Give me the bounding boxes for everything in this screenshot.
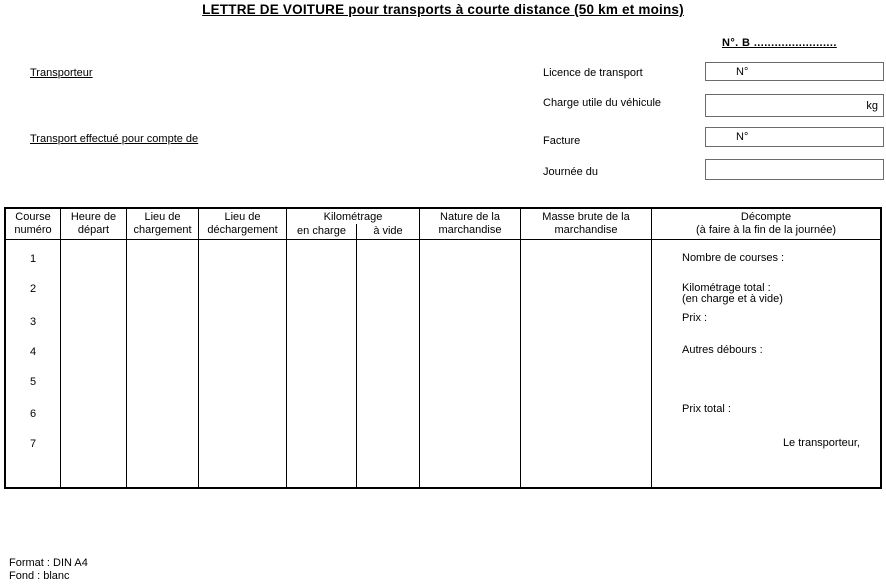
col-header-kilometrage (287, 209, 420, 239)
footnote-fond: Fond : blanc (9, 570, 70, 582)
col-header-lieu-chargement: Lieu de chargement (127, 209, 199, 239)
col-header-en-charge: en charge (287, 224, 357, 239)
facture-input-value: N° (736, 131, 749, 143)
course-number-4: 4 (29, 346, 37, 358)
licence-label: Licence de transport (543, 67, 643, 79)
col-header-lieu-dechargement: Lieu de déchargement (199, 209, 287, 239)
cell-lieu-dechargement[interactable] (199, 240, 287, 487)
col-header-heure-depart: Heure de départ (61, 209, 127, 239)
course-number-7: 7 (29, 438, 37, 450)
decompte-prix: Prix : (682, 312, 708, 324)
course-number-1: 1 (29, 253, 37, 265)
course-number-column[interactable] (6, 240, 61, 487)
col-header-masse-brute: Masse brute de la marchandise (521, 209, 652, 239)
kg-unit-label: kg (866, 99, 878, 112)
decompte-kilometrage-note: (en charge et à vide) (682, 293, 783, 305)
compte-de-label: Transport effectué pour compte de (30, 133, 199, 145)
cell-nature-marchandise[interactable] (420, 240, 521, 487)
charge-utile-input[interactable] (705, 94, 884, 117)
col-header-a-vide: à vide (373, 225, 403, 237)
cell-km-a-vide[interactable] (357, 240, 419, 487)
course-number-6: 6 (29, 408, 37, 420)
cell-kilometrage (287, 240, 420, 487)
numero-b-label: N°. B ........................ (722, 37, 837, 49)
cell-masse-brute[interactable] (521, 240, 652, 487)
cell-decompte[interactable] (652, 240, 880, 487)
table-body-row (6, 240, 880, 487)
course-number-2: 2 (29, 283, 37, 295)
table-header-row (6, 209, 880, 240)
decompte-nombre-courses: Nombre de courses : (682, 252, 785, 264)
page-title: LETTRE DE VOITURE pour transports à courte distance (50 km et moins) (202, 2, 684, 17)
kilometrage-group-label: Kilométrage (323, 211, 383, 223)
footnote-format: Format : DIN A4 (9, 557, 88, 569)
col-header-nature-marchandise: Nature de la marchandise (420, 209, 521, 239)
cell-lieu-chargement[interactable] (127, 240, 199, 487)
facture-input[interactable] (705, 127, 884, 147)
courses-table (4, 207, 882, 489)
decompte-autres-debours: Autres débours : (682, 344, 763, 356)
licence-input[interactable] (705, 62, 884, 81)
decompte-signature-transporteur: Le transporteur, (782, 437, 860, 449)
licence-input-value: N° (736, 65, 749, 78)
col-header-decompte: Décompte (à faire à la fin de la journée) (695, 211, 837, 236)
course-number-3: 3 (29, 316, 37, 328)
transporteur-label: Transporteur (30, 67, 93, 79)
decompte-kilometrage-total: Kilométrage total : (682, 282, 771, 294)
decompte-prix-total: Prix total : (682, 403, 731, 415)
cell-heure-depart[interactable] (61, 240, 127, 487)
journee-du-input[interactable] (705, 159, 884, 180)
cell-km-en-charge[interactable] (287, 240, 357, 487)
facture-label: Facture (543, 135, 581, 147)
journee-du-label: Journée du (543, 166, 599, 178)
col-header-course-numero: Course numéro (6, 209, 61, 239)
charge-utile-label: Charge utile du véhicule (543, 97, 662, 109)
course-number-5: 5 (29, 376, 37, 388)
